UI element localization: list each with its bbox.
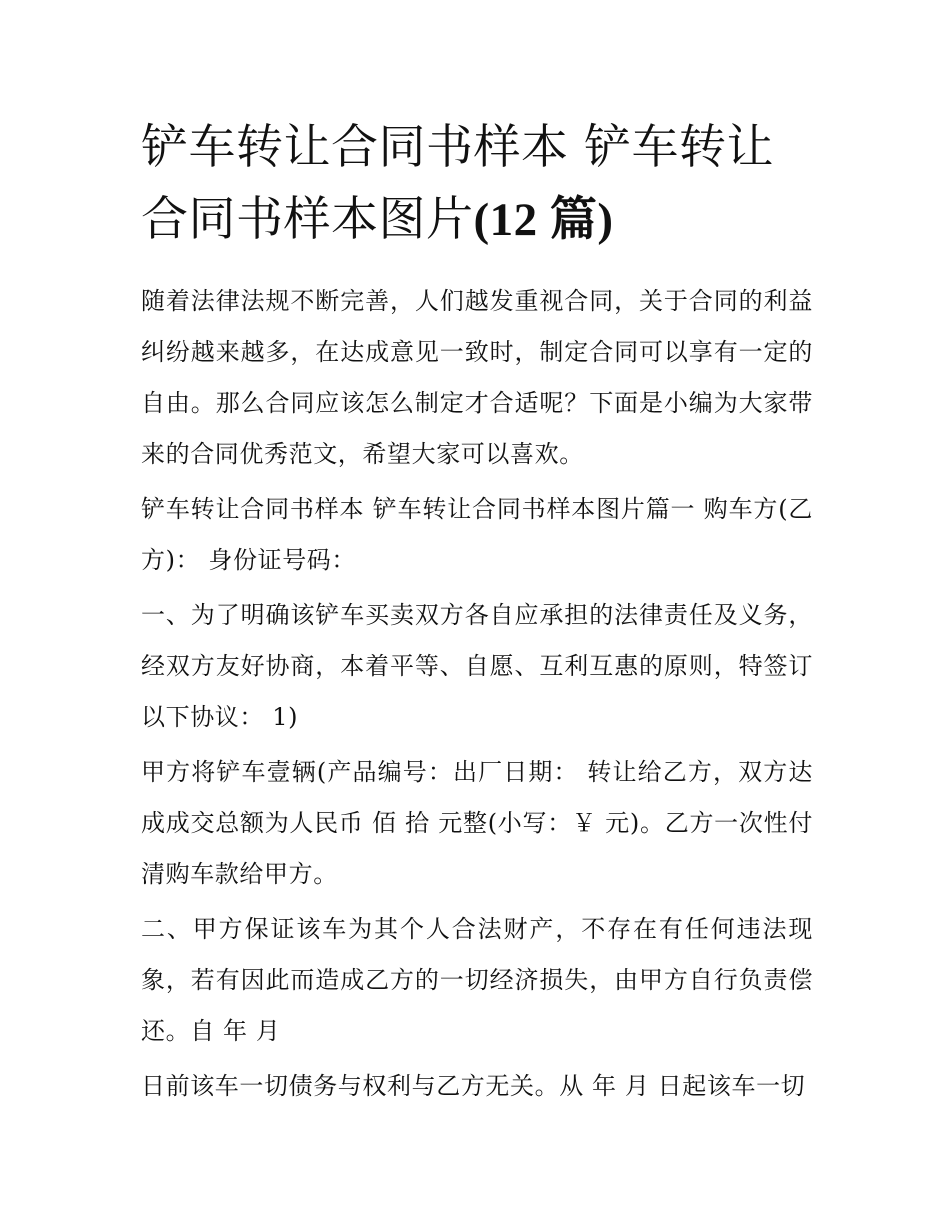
document-title-count: (12 篇)	[473, 194, 614, 246]
transfer-terms-paragraph: 甲方将铲车壹辆(产品编号：出厂日期： 转让给乙方，双方达成成交总额为人民币 佰 拾 元整(小写：￥ 元)。乙方一次性付清购车款给甲方。	[141, 758, 813, 888]
clause-two-paragraph: 二、甲方保证该车为其个人合法财产，不存在有任何违法现象，若有因此而造成乙方的一切经济损失，由甲方自行负责偿还。自 年 月	[141, 915, 813, 1045]
liability-paragraph: 日前该车一切债务与权利与乙方无关。从 年 月 日起该车一切	[141, 1072, 806, 1100]
clause-one-paragraph: 一、为了明确该铲车买卖双方各自应承担的法律责任及义务，经双方友好协商，本着平等、自愿、互利互惠的原则，特签订以下协议： 1)	[141, 601, 813, 731]
document-title	[141, 112, 813, 256]
section-heading-paragraph: 铲车转让合同书样本 铲车转让合同书样本图片篇一 购车方(乙方)： 身份证号码：	[141, 495, 813, 574]
document-body	[141, 112, 813, 1116]
document-title-main: 铲车转让合同书样本 铲车转让合同书样本图片	[141, 120, 774, 247]
intro-paragraph: 随着法律法规不断完善，人们越发重视合同，关于合同的利益纠纷越来越多，在达成意见一致时，制定合同可以享有一定的自由。那么合同应该怎么制定才合适呢？下面是小编为大家带来的合同优秀范文，希望大家可以喜欢。	[141, 287, 813, 468]
